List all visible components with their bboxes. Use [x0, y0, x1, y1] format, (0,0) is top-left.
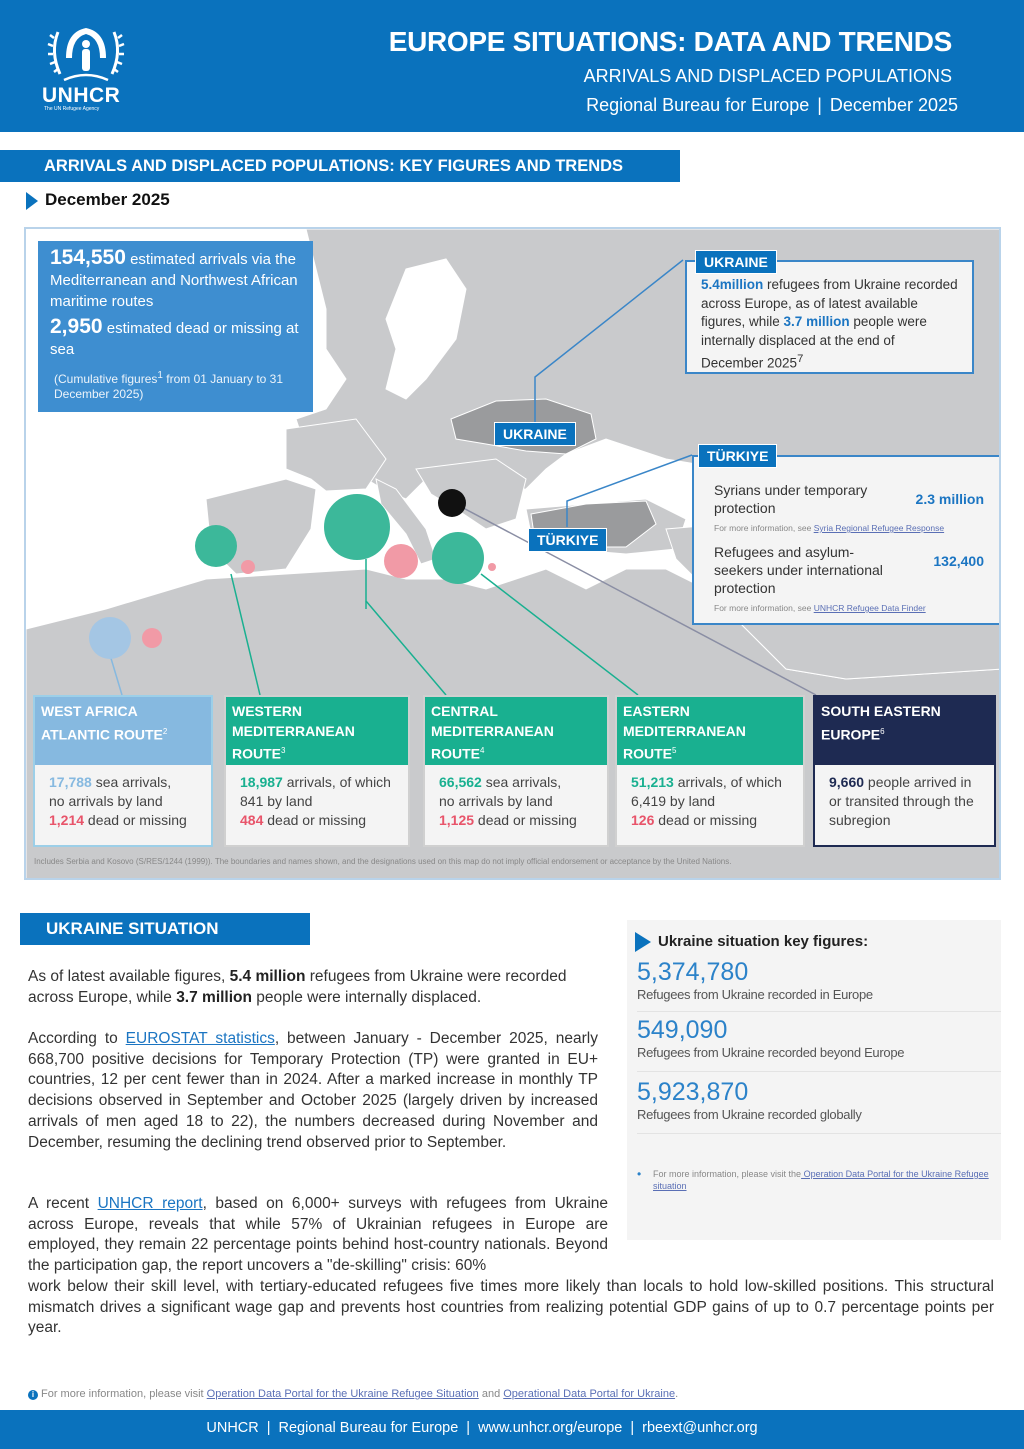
- unhcr-report-link[interactable]: UNHCR report: [97, 1195, 203, 1212]
- route-card-central-mediterranean: CENTRAL MEDITERRANEAN ROUTE$^4$ 66,562 sea arrivals, no arrivals by land 1,125 dead or missing: [423, 695, 609, 847]
- separator: |: [817, 95, 822, 115]
- route-arrivals: 51,213: [631, 774, 674, 790]
- unhcr-logo: [38, 22, 134, 114]
- map-label-ukraine: UKRAINE: [494, 422, 576, 446]
- route-dead: 1,214: [49, 812, 85, 828]
- route-arrivals: 18,987: [240, 774, 283, 790]
- page-header: [0, 0, 1024, 132]
- footer-website-link[interactable]: www.unhcr.org/europe: [478, 1420, 623, 1436]
- logo-tagline: The UN Refugee Agency: [44, 106, 100, 112]
- key-figure-global: 5,923,870 Refugees from Ukraine recorded globally: [637, 1078, 1001, 1134]
- page-title: EUROPE SITUATIONS: DATA AND TRENDS: [388, 26, 952, 57]
- europe-map: [24, 227, 1001, 880]
- route-dead: 1,125: [439, 812, 475, 828]
- bubble-cmr-dead: [384, 544, 418, 578]
- footer-email-link[interactable]: rbeext@unhcr.org: [642, 1420, 758, 1436]
- period-text: December 2025: [45, 190, 170, 209]
- route-title: WEST AFRICA ATLANTIC ROUTE$^2$: [35, 697, 211, 765]
- logo-wordmark: UNHCR: [42, 84, 121, 107]
- ukraine-portal-link[interactable]: Operation Data Portal for the Ukraine Refugee situation: [653, 1169, 989, 1191]
- route-title: WESTERN MEDITERRANEAN ROUTE$^3$: [226, 697, 408, 765]
- ukraine-key-figures-panel: [627, 920, 1001, 1240]
- turkiye-callout: Syrians under temporary protection 2.3 million For more information, see Syria Regional Refugee Response Refugees and asylum-seekers under international protection 132,400 For more information, see UNHCR Refugee Data Finder: [692, 455, 1001, 625]
- bubble-waar-arrivals: [89, 617, 131, 659]
- route-card-western-mediterranean: WESTERN MEDITERRANEAN ROUTE$^3$ 18,987 arrivals, of which 841 by land 484 dead or missing: [224, 695, 410, 847]
- eurostat-link[interactable]: EUROSTAT statistics: [125, 1030, 275, 1047]
- syrians-tp-value: 2.3 million: [915, 491, 984, 507]
- map-disclaimer: Includes Serbia and Kosovo (S/RES/1244 (1999)). The boundaries and names shown, and the designations used on this map do not imply official endorsement or acceptance by the United Nations.: [34, 857, 732, 866]
- route-arrivals: 66,562: [439, 774, 482, 790]
- footer-org: UNHCR: [206, 1420, 259, 1436]
- bubble-waar-dead: [142, 628, 162, 648]
- route-arrivals: 9,660: [829, 774, 865, 790]
- bureau-name: Regional Bureau for Europe: [586, 95, 810, 115]
- bubble-see-arrivals: [438, 489, 466, 517]
- report-date: December 2025: [829, 95, 958, 115]
- bubble-cmr-arrivals: [324, 494, 390, 560]
- key-figures-title: Ukraine situation key figures:: [635, 932, 868, 952]
- map-label-turkiye: TÜRKIYE: [528, 528, 607, 552]
- ukraine-refugee-portal-link[interactable]: Operation Data Portal for the Ukraine Refugee Situation: [206, 1388, 479, 1400]
- ukraine-idp-value: 3.7 million: [783, 314, 850, 329]
- ukraine-paragraph-2: According to EUROSTAT statistics, between January - December 2025, nearly 668,700 positive decisions for Temporary Protection (TP) were granted in EU+ countries, 12 per cent fewer than in 2024. After a marked increase in monthly TP decisions observed in September and October 2025 (largely driven by increased arrivals of men aged 18 to 22), the numbers decreased during November and December, resuming the declining trend observed prior to September.: [28, 1030, 598, 1151]
- triangle-bullet-icon: [26, 192, 38, 210]
- ukraine-paragraph-3: A recent UNHCR report, based on 6,000+ surveys with refugees from Ukraine across Europe, reveals that while 57% of Ukrainian refugees in Europe are employed, they remain 22 percentage points behind host-country nationals. Beyond the participation gap, the report uncovers a "de-skilling" crisis: 60% work below their skill level, with tertiary-educated refugees five times more likely than locals to hold low-skilled positions. This structural mismatch drives a significant wage gap and prevents host countries from realizing potential GDP gains of up to 0.7 percentage points per year.: [28, 1195, 994, 1337]
- bottom-info-note: i For more information, please visit Operation Data Portal for the Ukraine Refugee Situation and Operational Data Portal for Ukraine.: [28, 1388, 678, 1400]
- bubble-emr-dead: [488, 563, 496, 571]
- route-card-south-eastern-europe: SOUTH EASTERN EUROPE$^6$ 9,660 people arrived in or transited through the subregion: [813, 695, 996, 847]
- unhcr-emblem-icon: [38, 22, 134, 86]
- ukraine-operational-portal-link[interactable]: Operational Data Portal for Ukraine: [503, 1388, 676, 1400]
- total-dead-text: estimated dead or missing at sea: [50, 320, 299, 358]
- route-title: CENTRAL MEDITERRANEAN ROUTE$^4$: [425, 697, 607, 765]
- header-meta: [586, 95, 958, 116]
- section-title-key-figures: ARRIVALS AND DISPLACED POPULATIONS: KEY FIGURES AND TRENDS: [0, 150, 680, 182]
- route-arrivals: 17,788: [49, 774, 92, 790]
- bubble-wmr-dead: [241, 560, 255, 574]
- turkiye-callout-tag: TÜRKIYE: [698, 444, 777, 468]
- refugees-asylum-value: 132,400: [933, 553, 984, 569]
- key-figures-note: • For more information, please visit the Operation Data Portal for the Ukraine Refugee situation: [637, 1168, 999, 1192]
- syria-rrp-link[interactable]: Syria Regional Refugee Response: [813, 523, 945, 533]
- ukraine-callout: 5.4million refugees from Ukraine recorded across Europe, as of latest available figures, while 3.7 million people were internally displaced at the end of December 2025$^7$: [685, 260, 974, 374]
- bubble-emr-arrivals: [432, 532, 484, 584]
- info-icon: i: [28, 1390, 38, 1400]
- ukraine-paragraph-1: As of latest available figures, 5.4 million refugees from Ukraine were recorded across Europe, while 3.7 million people were internally displaced.: [28, 968, 567, 1006]
- route-dead: 484: [240, 812, 264, 828]
- key-figure-beyond-europe: 549,090 Refugees from Ukraine recorded beyond Europe: [637, 1016, 1001, 1072]
- turkiye-row-syrians: Syrians under temporary protection 2.3 million: [714, 482, 984, 516]
- total-arrivals-value: 154,550: [50, 246, 126, 269]
- route-dead: 126: [631, 812, 655, 828]
- key-figure-europe: 5,374,780 Refugees from Ukraine recorded in Europe: [637, 958, 1001, 1012]
- section-title-ukraine: UKRAINE SITUATION: [20, 913, 310, 945]
- page-subtitle: ARRIVALS AND DISPLACED POPULATIONS: [583, 66, 952, 86]
- route-title: SOUTH EASTERN EUROPE$^6$: [815, 697, 994, 765]
- page-footer: UNHCR | Regional Bureau for Europe | www.unhcr.org/europe | rbeext@unhcr.org: [0, 1410, 1024, 1449]
- footer-bureau: Regional Bureau for Europe: [278, 1420, 459, 1436]
- period-label: [26, 190, 170, 210]
- turkiye-row-refugees: Refugees and asylum-seekers under international protection 132,400: [714, 544, 984, 596]
- route-card-eastern-mediterranean: EASTERN MEDITERRANEAN ROUTE$^5$ 51,213 arrivals, of which 6,419 by land 126 dead or missing: [615, 695, 805, 847]
- total-dead-value: 2,950: [50, 315, 103, 338]
- ukraine-callout-tag: UKRAINE: [695, 250, 777, 274]
- triangle-bullet-icon: [635, 932, 651, 952]
- intro-note: (Cumulative figures$^1$ from 01 January to 31 December 2025): [54, 370, 284, 401]
- refugee-data-finder-link[interactable]: UNHCR Refugee Data Finder: [813, 603, 926, 613]
- intro-summary-box: [38, 241, 313, 412]
- ukraine-refugees-value: 5.4million: [701, 277, 764, 292]
- land-balkans: [416, 459, 526, 529]
- route-title: EASTERN MEDITERRANEAN ROUTE$^5$: [617, 697, 803, 765]
- route-card-west-africa-atlantic: WEST AFRICA ATLANTIC ROUTE$^2$ 17,788 sea arrivals, no arrivals by land 1,214 dead or missing: [33, 695, 213, 847]
- total-arrivals-text: estimated arrivals via the Mediterranean and Northwest African maritime routes: [50, 251, 298, 310]
- bubble-wmr-arrivals: [195, 525, 237, 567]
